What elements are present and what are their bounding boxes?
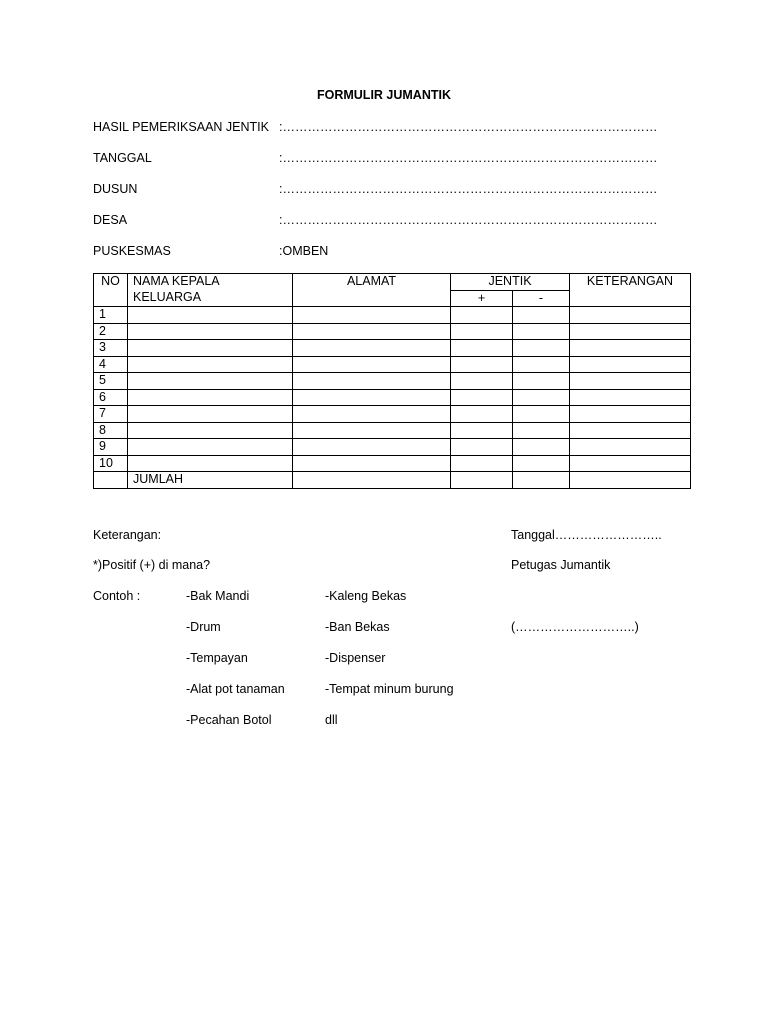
cell-nama bbox=[128, 455, 293, 472]
example-item: -Bak Mandi bbox=[186, 589, 250, 603]
cell-alamat bbox=[293, 323, 451, 340]
cell-alamat bbox=[293, 472, 451, 489]
cell-keterangan bbox=[570, 472, 691, 489]
field-value-puskesmas: :OMBEN bbox=[279, 244, 329, 258]
table-row bbox=[94, 406, 691, 423]
header-jentik: JENTIK bbox=[451, 274, 570, 291]
field-label-dusun: DUSUN bbox=[93, 182, 138, 196]
cell-jentik-negative bbox=[513, 373, 570, 390]
cell-keterangan bbox=[570, 406, 691, 423]
cell-jentik-positive bbox=[451, 340, 513, 357]
row-number: 10 bbox=[94, 455, 128, 472]
cell-jentik-negative bbox=[513, 406, 570, 423]
cell-alamat bbox=[293, 307, 451, 324]
cell-keterangan bbox=[570, 439, 691, 456]
cell-alamat bbox=[293, 439, 451, 456]
cell-jentik-negative bbox=[513, 455, 570, 472]
cell-jentik-positive bbox=[451, 356, 513, 373]
cell-keterangan bbox=[570, 389, 691, 406]
cell-no bbox=[94, 472, 128, 489]
cell-nama bbox=[128, 373, 293, 390]
cell-nama bbox=[128, 406, 293, 423]
notes-heading: Keterangan: bbox=[93, 528, 162, 542]
cell-jentik-positive bbox=[451, 439, 513, 456]
table-row bbox=[94, 323, 691, 340]
header-no: NO bbox=[94, 274, 128, 307]
example-item: -Pecahan Botol bbox=[186, 713, 272, 727]
table-row bbox=[94, 356, 691, 373]
header-keterangan: KETERANGAN bbox=[570, 274, 691, 307]
example-item: -Drum bbox=[186, 620, 221, 634]
row-number: 2 bbox=[94, 323, 128, 340]
table-body bbox=[94, 307, 691, 489]
example-item: dll bbox=[325, 713, 338, 727]
example-item: -Kaleng Bekas bbox=[325, 589, 407, 603]
cell-nama bbox=[128, 389, 293, 406]
jentik-table bbox=[93, 273, 691, 489]
form-title: FORMULIR JUMANTIK bbox=[316, 88, 451, 102]
cell-jentik-negative bbox=[513, 340, 570, 357]
row-number: 3 bbox=[94, 340, 128, 357]
field-value-desa: :……………………………………………………………………………… bbox=[279, 213, 658, 227]
field-label-tanggal: TANGGAL bbox=[93, 151, 152, 165]
cell-keterangan bbox=[570, 373, 691, 390]
cell-keterangan bbox=[570, 340, 691, 357]
cell-nama bbox=[128, 340, 293, 357]
cell-jentik-positive bbox=[451, 422, 513, 439]
cell-alamat bbox=[293, 406, 451, 423]
cell-keterangan bbox=[570, 455, 691, 472]
notes-question: *)Positif (+) di mana? bbox=[93, 558, 211, 572]
cell-alamat bbox=[293, 389, 451, 406]
cell-jentik-positive bbox=[451, 307, 513, 324]
cell-keterangan bbox=[570, 323, 691, 340]
table-row bbox=[94, 455, 691, 472]
cell-keterangan bbox=[570, 422, 691, 439]
cell-alamat bbox=[293, 340, 451, 357]
row-number: 5 bbox=[94, 373, 128, 390]
cell-jentik-positive bbox=[451, 455, 513, 472]
row-number: 6 bbox=[94, 389, 128, 406]
signature-name-placeholder: (………………………..) bbox=[511, 620, 639, 634]
cell-alamat bbox=[293, 455, 451, 472]
field-value-dusun: :……………………………………………………………………………… bbox=[279, 182, 658, 196]
field-label-hasil-pemeriksaan: HASIL PEMERIKSAAN JENTIK bbox=[93, 120, 269, 134]
example-item: -Alat pot tanaman bbox=[186, 682, 285, 696]
cell-keterangan bbox=[570, 356, 691, 373]
cell-nama bbox=[128, 439, 293, 456]
row-number: 7 bbox=[94, 406, 128, 423]
cell-jentik-positive bbox=[451, 323, 513, 340]
cell-jentik-positive bbox=[451, 406, 513, 423]
cell-alamat bbox=[293, 373, 451, 390]
cell-jentik-positive bbox=[451, 389, 513, 406]
header-jentik-positive: + bbox=[451, 290, 513, 307]
table-row bbox=[94, 307, 691, 324]
cell-jentik-negative bbox=[513, 422, 570, 439]
examples-label: Contoh : bbox=[93, 589, 141, 603]
row-number: 1 bbox=[94, 307, 128, 324]
row-number: 4 bbox=[94, 356, 128, 373]
cell-jentik-positive bbox=[451, 373, 513, 390]
example-item: -Tempat minum burung bbox=[325, 682, 454, 696]
field-label-desa: DESA bbox=[93, 213, 128, 227]
cell-jentik-negative bbox=[513, 389, 570, 406]
cell-alamat bbox=[293, 356, 451, 373]
signature-date: Tanggal…………………….. bbox=[511, 528, 662, 542]
signature-officer-title: Petugas Jumantik bbox=[511, 558, 611, 572]
cell-nama bbox=[128, 323, 293, 340]
example-item: -Tempayan bbox=[186, 651, 248, 665]
field-value-tanggal: :……………………………………………………………………………… bbox=[279, 151, 658, 165]
table-row bbox=[94, 340, 691, 357]
header-jentik-negative: - bbox=[513, 290, 570, 307]
cell-nama bbox=[128, 307, 293, 324]
cell-alamat bbox=[293, 422, 451, 439]
cell-jentik-positive bbox=[451, 472, 513, 489]
table-total-row bbox=[94, 472, 691, 489]
cell-keterangan bbox=[570, 307, 691, 324]
field-value-hasil-pemeriksaan: :……………………………………………………………………………… bbox=[279, 120, 658, 134]
cell-jentik-negative bbox=[513, 307, 570, 324]
cell-nama bbox=[128, 356, 293, 373]
total-label: JUMLAH bbox=[128, 472, 293, 489]
cell-jentik-negative bbox=[513, 356, 570, 373]
cell-nama bbox=[128, 422, 293, 439]
example-item: -Ban Bekas bbox=[325, 620, 390, 634]
cell-jentik-negative bbox=[513, 323, 570, 340]
table-row bbox=[94, 422, 691, 439]
cell-jentik-negative bbox=[513, 439, 570, 456]
row-number: 8 bbox=[94, 422, 128, 439]
table-row bbox=[94, 373, 691, 390]
row-number: 9 bbox=[94, 439, 128, 456]
field-label-puskesmas: PUSKESMAS bbox=[93, 244, 171, 258]
example-item: -Dispenser bbox=[325, 651, 386, 665]
header-alamat: ALAMAT bbox=[293, 274, 451, 307]
cell-jentik-negative bbox=[513, 472, 570, 489]
table-row bbox=[94, 439, 691, 456]
table-row bbox=[94, 389, 691, 406]
header-nama-kepala-keluarga: NAMA KEPALA KELUARGA bbox=[128, 274, 293, 307]
